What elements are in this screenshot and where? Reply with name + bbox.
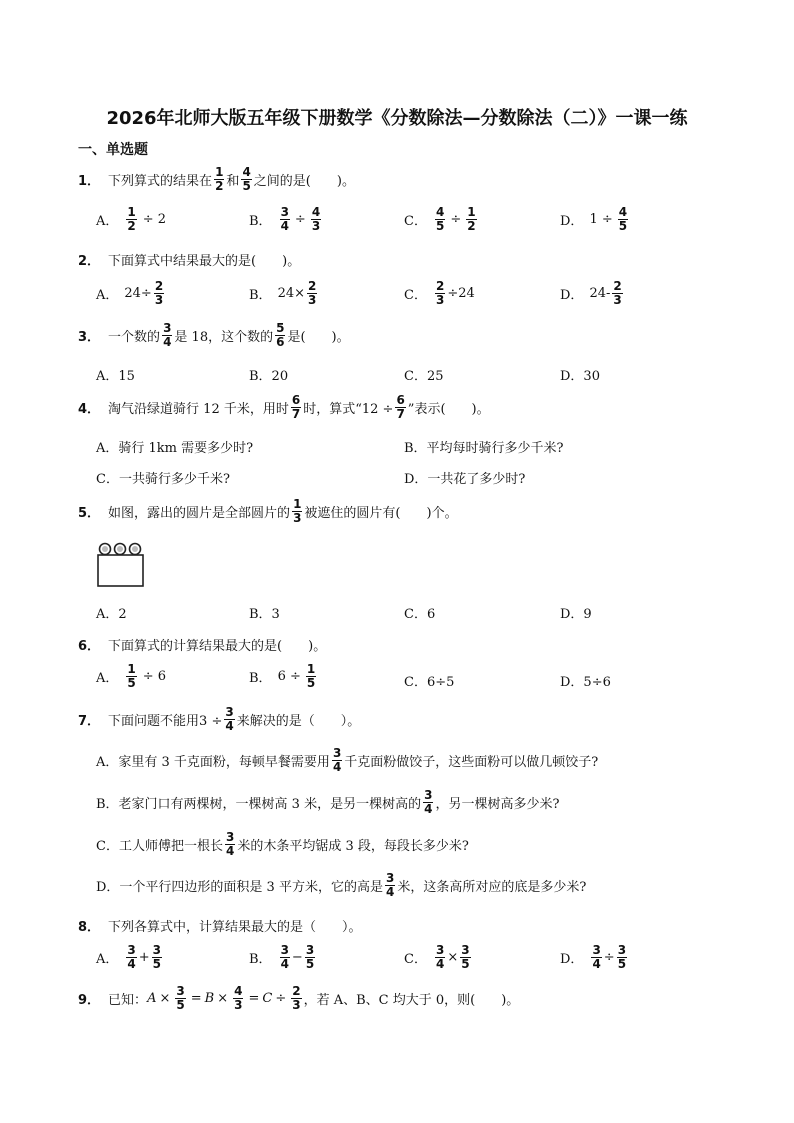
option-a[interactable]: A．2 xyxy=(96,607,127,622)
option-b[interactable]: B． 6 ÷ $\frac{1}{5}$ xyxy=(249,662,316,690)
section-heading: 一、单选题 xyxy=(78,142,148,158)
option-c[interactable]: C．25 xyxy=(404,369,444,384)
option-d[interactable]: D．30 xyxy=(560,369,600,384)
option-c[interactable]: C． $\frac{2}{3}$ ÷24 xyxy=(404,279,475,307)
question-4: 4． 淘气沿绿道骑行 12 千米，用时 $\frac{6}{7}$ 时，算式“12 ÷ $\frac{6}{7}$ ”表示( )。 xyxy=(78,393,490,421)
option-b[interactable]: B． 24× $\frac{2}{3}$ xyxy=(249,279,317,307)
option-d[interactable]: D． $\frac{3}{4}$ ÷ $\frac{3}{5}$ xyxy=(560,943,627,971)
fraction: $\frac{4}{5}$ xyxy=(242,165,251,193)
question-6: 6． 下面算式的计算结果最大的是( )。 xyxy=(78,639,327,654)
question-9: 9． 已知： A × $\frac{3}{5}$ = B × $\frac{4}{3}$ = C ÷ $\frac{2}{3}$ ，若 A、B、C 均大于 0，则( )。 xyxy=(78,984,520,1012)
option-a[interactable]: A．骑行 1km 需要多少时? xyxy=(96,441,254,456)
option-b[interactable]: B．20 xyxy=(249,369,289,384)
option-a[interactable]: A．家里有 3 千克面粉，每顿早餐需要用 $\frac{3}{4}$ 千克面粉做饺子，这些面粉可以做几顿饺子? xyxy=(96,746,599,774)
option-a[interactable]: A． $\frac{3}{4}$ + $\frac{3}{5}$ xyxy=(96,943,162,971)
question-7: 7． 下面问题不能用3 ÷ $\frac{3}{4}$ 来解决的是（ ）。 xyxy=(78,705,361,733)
option-c[interactable]: C．6 xyxy=(404,607,436,622)
option-b[interactable]: B． $\frac{3}{4}$ − $\frac{3}{5}$ xyxy=(249,943,315,971)
question-8: 8． 下列各算式中，计算结果最大的是（ ）。 xyxy=(78,920,362,935)
page-title: 2026年北师大版五年级下册数学《分数除法—分数除法（二）》一课一练 xyxy=(106,108,688,129)
option-d[interactable]: D． 24- $\frac{2}{3}$ xyxy=(560,279,622,307)
question-2: 2． 下面算式中结果最大的是( )。 xyxy=(78,254,301,269)
option-b[interactable]: B．老家门口有两棵树，一棵树高 3 米，是另一棵树高的 $\frac{3}{4}$ ，另一棵树高多少米? xyxy=(96,788,560,816)
question-5: 5． 如图，露出的圆片是全部圆片的 $\frac{1}{3}$ 被遮住的圆片有( )个。 xyxy=(78,497,458,525)
option-d[interactable]: D． 1 ÷ $\frac{4}{5}$ xyxy=(560,205,628,233)
option-d[interactable]: D．一个平行四边形的面积是 3 平方米，它的高是 $\frac{3}{4}$ 米，这条高所对应的底是多少米? xyxy=(96,871,587,899)
option-a[interactable]: A． $\frac{1}{2}$ ÷ 2 xyxy=(96,205,167,233)
option-c[interactable]: C． $\frac{3}{4}$ × $\frac{3}{5}$ xyxy=(404,943,470,971)
option-a[interactable]: A． $\frac{1}{5}$ ÷ 6 xyxy=(96,662,167,690)
fraction: $\frac{1}{2}$ xyxy=(215,165,224,193)
option-b[interactable]: B．3 xyxy=(249,607,280,622)
option-c[interactable]: C．工人师傅把一根长 $\frac{3}{4}$ 米的木条平均锯成 3 段，每段长多少米? xyxy=(96,830,469,858)
question-text: 下列算式的结果在 xyxy=(108,174,213,189)
option-a[interactable]: A． 24÷ $\frac{2}{3}$ xyxy=(96,279,164,307)
option-a[interactable]: A．15 xyxy=(96,369,135,384)
option-c[interactable]: C．6÷5 xyxy=(404,675,455,690)
coins-figure xyxy=(96,540,146,588)
option-b[interactable]: B． $\frac{3}{4}$ ÷ $\frac{4}{3}$ xyxy=(249,205,321,233)
question-text: 之间的是( )。 xyxy=(253,174,355,189)
option-b[interactable]: B．平均每时骑行多少千米? xyxy=(404,441,564,456)
question-number: 1． xyxy=(78,174,101,189)
option-d[interactable]: D．一共花了多少时? xyxy=(404,472,526,487)
option-d[interactable]: D．9 xyxy=(560,607,592,622)
option-c[interactable]: C．一共骑行多少千米? xyxy=(96,472,230,487)
question-1 xyxy=(78,166,355,193)
question-3: 3． 一个数的 $\frac{3}{4}$ 是 18，这个数的 $\frac{5}{6}$ 是( )。 xyxy=(78,321,350,349)
option-d[interactable]: D．5÷6 xyxy=(560,675,611,690)
option-c[interactable]: C． $\frac{4}{5}$ ÷ $\frac{1}{2}$ xyxy=(404,205,476,233)
question-text: 和 xyxy=(226,174,240,189)
